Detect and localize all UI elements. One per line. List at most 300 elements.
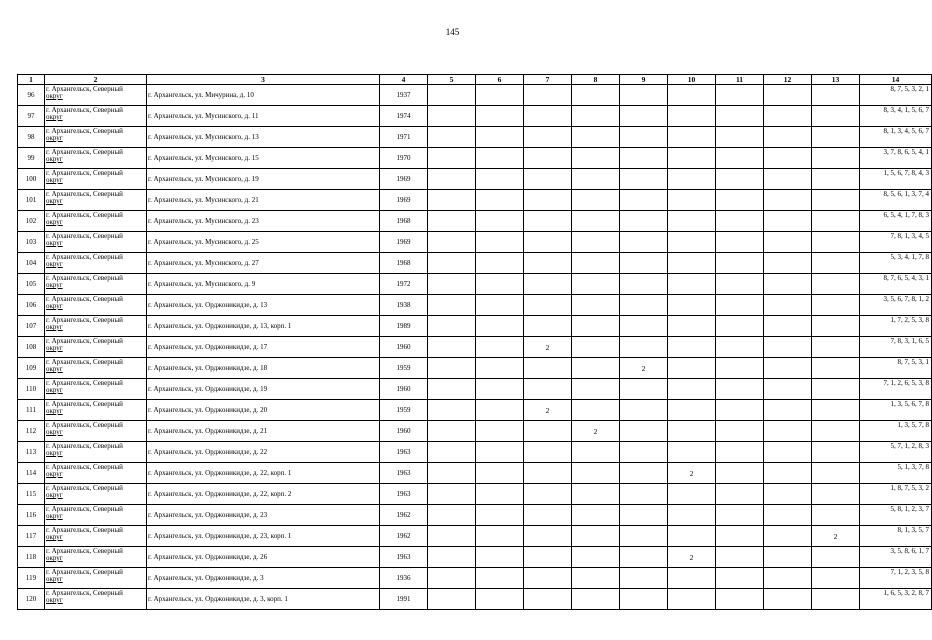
value-cell-col-5	[428, 484, 476, 505]
value-cell-col-7	[524, 358, 572, 379]
year-cell: 1960	[380, 337, 428, 358]
value-cell-col-8: 2	[572, 421, 620, 442]
value-cell-col-6	[476, 358, 524, 379]
row-number: 114	[18, 463, 45, 484]
value-cell-col-6	[476, 106, 524, 127]
value-cell-col-8	[572, 484, 620, 505]
district-line-1: г. Архангельск, Северный	[46, 484, 123, 492]
value-cell-col-12	[764, 526, 812, 547]
address-cell: г. Архангельск, ул. Орджоникидзе, д. 26	[147, 547, 380, 568]
value-cell-col-6	[476, 232, 524, 253]
value-cell-col-12	[764, 295, 812, 316]
codes-cell: 8, 3, 4, 1, 5, 6, 7	[860, 106, 932, 127]
codes-cell: 5, 8, 1, 2, 3, 7	[860, 505, 932, 526]
year-cell: 1968	[380, 211, 428, 232]
value-cell-col-12	[764, 169, 812, 190]
value-cell-col-8	[572, 358, 620, 379]
value-cell-col-11	[716, 421, 764, 442]
codes-cell: 5, 1, 3, 7, 8	[860, 463, 932, 484]
address-cell: г. Архангельск, ул. Мусинского, д. 23	[147, 211, 380, 232]
value-cell-col-12	[764, 463, 812, 484]
table-row	[18, 526, 932, 547]
row-number: 105	[18, 274, 45, 295]
value-cell-col-9	[620, 253, 668, 274]
table-row	[18, 547, 932, 568]
district-line-2: округ	[46, 155, 63, 163]
value-cell-col-8	[572, 400, 620, 421]
address-cell: г. Архангельск, ул. Орджоникидзе, д. 23	[147, 505, 380, 526]
table-row	[18, 337, 932, 358]
value-cell-col-8	[572, 190, 620, 211]
value-cell-col-12	[764, 274, 812, 295]
table-body	[18, 85, 932, 610]
value-cell-col-11	[716, 232, 764, 253]
value-cell-col-5	[428, 505, 476, 526]
value-cell-col-10	[668, 274, 716, 295]
value-cell-col-13	[812, 211, 860, 232]
value-cell-col-9	[620, 85, 668, 106]
value-cell-col-11	[716, 589, 764, 610]
row-number: 100	[18, 169, 45, 190]
row-number: 96	[18, 85, 45, 106]
value-cell-col-13	[812, 568, 860, 589]
row-number: 106	[18, 295, 45, 316]
value-cell-col-11	[716, 295, 764, 316]
district-line-1: г. Архангельск, Северный	[46, 232, 123, 240]
value-cell-col-11	[716, 547, 764, 568]
value-cell-col-13	[812, 589, 860, 610]
value-cell-col-8	[572, 85, 620, 106]
district-line-2: округ	[46, 218, 63, 226]
address-cell: г. Архангельск, ул. Орджоникидзе, д. 13, корп. 1	[147, 316, 380, 337]
district-cell	[45, 274, 147, 295]
address-cell: г. Архангельск, ул. Орджоникидзе, д. 17	[147, 337, 380, 358]
district-line-2: округ	[46, 428, 63, 436]
table-row	[18, 85, 932, 106]
year-cell: 1971	[380, 127, 428, 148]
value-cell-col-6	[476, 568, 524, 589]
value-cell-col-12	[764, 379, 812, 400]
buildings-table	[17, 74, 932, 610]
value-cell-col-5	[428, 463, 476, 484]
district-cell	[45, 190, 147, 211]
address-cell: г. Архангельск, ул. Орджоникидзе, д. 18	[147, 358, 380, 379]
value-cell-col-10	[668, 127, 716, 148]
value-cell-col-7	[524, 526, 572, 547]
value-cell-col-10	[668, 211, 716, 232]
year-cell: 1963	[380, 547, 428, 568]
column-header-12: 12	[764, 75, 812, 85]
district-cell	[45, 106, 147, 127]
row-number: 97	[18, 106, 45, 127]
value-cell-col-10	[668, 148, 716, 169]
value-cell-col-12	[764, 190, 812, 211]
value-cell-col-6	[476, 253, 524, 274]
value-cell-col-10	[668, 106, 716, 127]
value-cell-col-11	[716, 190, 764, 211]
district-cell	[45, 211, 147, 232]
value-cell-col-13	[812, 547, 860, 568]
district-cell	[45, 127, 147, 148]
district-line-1: г. Архангельск, Северный	[46, 568, 123, 576]
value-cell-col-12	[764, 547, 812, 568]
value-cell-col-8	[572, 337, 620, 358]
value-cell-col-6	[476, 169, 524, 190]
address-cell: г. Архангельск, ул. Орджоникидзе, д. 22, корп. 1	[147, 463, 380, 484]
value-cell-col-10	[668, 505, 716, 526]
value-cell-col-10	[668, 316, 716, 337]
row-number: 119	[18, 568, 45, 589]
district-line-1: г. Архангельск, Северный	[46, 421, 123, 429]
value-cell-col-10	[668, 190, 716, 211]
value-cell-col-9	[620, 526, 668, 547]
value-cell-col-6	[476, 442, 524, 463]
value-cell-col-8	[572, 442, 620, 463]
district-line-1: г. Архангельск, Северный	[46, 253, 123, 261]
value-cell-col-10	[668, 358, 716, 379]
value-cell-col-9	[620, 379, 668, 400]
value-cell-col-13	[812, 463, 860, 484]
year-cell: 1963	[380, 484, 428, 505]
address-cell: г. Архангельск, ул. Мусинского, д. 9	[147, 274, 380, 295]
value-cell-col-7	[524, 274, 572, 295]
value-cell-col-7	[524, 85, 572, 106]
column-header-11: 11	[716, 75, 764, 85]
value-cell-col-8	[572, 316, 620, 337]
value-cell-col-13	[812, 442, 860, 463]
table-row	[18, 442, 932, 463]
district-cell	[45, 358, 147, 379]
year-cell: 1960	[380, 421, 428, 442]
year-cell: 1963	[380, 442, 428, 463]
district-cell	[45, 484, 147, 505]
value-cell-col-6	[476, 547, 524, 568]
value-cell-col-11	[716, 484, 764, 505]
district-cell	[45, 589, 147, 610]
value-cell-col-10	[668, 337, 716, 358]
district-line-1: г. Архангельск, Северный	[46, 400, 123, 408]
value-cell-col-9	[620, 148, 668, 169]
value-cell-col-7: 2	[524, 400, 572, 421]
year-cell: 1969	[380, 232, 428, 253]
year-cell: 1974	[380, 106, 428, 127]
codes-cell: 1, 6, 5, 3, 2, 8, 7	[860, 589, 932, 610]
codes-cell: 1, 8, 7, 5, 3, 2	[860, 484, 932, 505]
page-number: 145	[445, 27, 460, 37]
codes-cell: 7, 1, 2, 6, 5, 3, 8	[860, 379, 932, 400]
district-line-1: г. Архангельск, Северный	[46, 316, 123, 324]
value-cell-col-6	[476, 421, 524, 442]
value-cell-col-6	[476, 148, 524, 169]
value-cell-col-8	[572, 547, 620, 568]
year-cell: 1969	[380, 190, 428, 211]
district-line-1: г. Архангельск, Северный	[46, 442, 123, 450]
codes-cell: 3, 5, 8, 6, 1, 7	[860, 547, 932, 568]
value-cell-col-6	[476, 526, 524, 547]
value-cell-col-10	[668, 526, 716, 547]
year-cell: 1959	[380, 358, 428, 379]
value-cell-col-10: 2	[668, 463, 716, 484]
address-cell: г. Архангельск, ул. Мусинского, д. 15	[147, 148, 380, 169]
value-cell-col-11	[716, 85, 764, 106]
value-cell-col-9	[620, 400, 668, 421]
row-number: 117	[18, 526, 45, 547]
value-cell-col-8	[572, 505, 620, 526]
column-header-10: 10	[668, 75, 716, 85]
value-cell-col-13	[812, 337, 860, 358]
value-cell-col-6	[476, 589, 524, 610]
value-cell-col-8	[572, 232, 620, 253]
district-line-1: г. Архангельск, Северный	[46, 169, 123, 177]
table-row	[18, 463, 932, 484]
value-cell-col-5	[428, 547, 476, 568]
row-number: 103	[18, 232, 45, 253]
value-cell-col-10	[668, 379, 716, 400]
address-cell: г. Архангельск, ул. Мичурина, д. 10	[147, 85, 380, 106]
value-cell-col-5	[428, 379, 476, 400]
value-cell-col-9	[620, 337, 668, 358]
value-cell-col-12	[764, 148, 812, 169]
value-cell-col-6	[476, 85, 524, 106]
value-cell-col-13	[812, 379, 860, 400]
value-cell-col-13	[812, 85, 860, 106]
value-cell-col-12	[764, 442, 812, 463]
value-cell-col-6	[476, 400, 524, 421]
district-line-1: г. Архангельск, Северный	[46, 589, 123, 597]
value-cell-col-11	[716, 316, 764, 337]
value-cell-col-8	[572, 106, 620, 127]
table-row	[18, 232, 932, 253]
column-header-14: 14	[860, 75, 932, 85]
value-cell-col-7	[524, 442, 572, 463]
district-line-2: округ	[46, 596, 63, 604]
value-cell-col-7	[524, 253, 572, 274]
row-number: 107	[18, 316, 45, 337]
value-cell-col-9	[620, 190, 668, 211]
value-cell-col-9	[620, 589, 668, 610]
district-cell	[45, 295, 147, 316]
value-cell-col-6	[476, 463, 524, 484]
value-cell-col-5	[428, 526, 476, 547]
district-line-2: округ	[46, 470, 63, 478]
value-cell-col-8	[572, 274, 620, 295]
table-row	[18, 106, 932, 127]
table-row	[18, 358, 932, 379]
row-number: 104	[18, 253, 45, 274]
value-cell-col-10	[668, 295, 716, 316]
district-line-2: округ	[46, 491, 63, 499]
value-cell-col-7	[524, 211, 572, 232]
column-header-8: 8	[572, 75, 620, 85]
value-cell-col-5	[428, 337, 476, 358]
value-cell-col-6	[476, 505, 524, 526]
value-cell-col-7	[524, 379, 572, 400]
value-cell-col-10	[668, 85, 716, 106]
value-cell-col-5	[428, 148, 476, 169]
district-line-2: округ	[46, 323, 63, 331]
row-number: 109	[18, 358, 45, 379]
header-row	[18, 75, 932, 85]
value-cell-col-5	[428, 358, 476, 379]
codes-cell: 8, 1, 3, 4, 5, 6, 7	[860, 127, 932, 148]
table-row	[18, 484, 932, 505]
value-cell-col-10	[668, 169, 716, 190]
value-cell-col-6	[476, 295, 524, 316]
row-number: 118	[18, 547, 45, 568]
value-cell-col-12	[764, 337, 812, 358]
year-cell: 1937	[380, 85, 428, 106]
value-cell-col-7	[524, 295, 572, 316]
value-cell-col-9	[620, 316, 668, 337]
column-header-9: 9	[620, 75, 668, 85]
value-cell-col-13	[812, 505, 860, 526]
table-row	[18, 211, 932, 232]
value-cell-col-7	[524, 148, 572, 169]
value-cell-col-11	[716, 211, 764, 232]
district-line-2: округ	[46, 344, 63, 352]
value-cell-col-5	[428, 568, 476, 589]
value-cell-col-5	[428, 190, 476, 211]
column-header-5: 5	[428, 75, 476, 85]
codes-cell: 6, 5, 4, 1, 7, 8, 3	[860, 211, 932, 232]
district-line-1: г. Архангельск, Северный	[46, 190, 123, 198]
table-row	[18, 379, 932, 400]
value-cell-col-7	[524, 463, 572, 484]
codes-cell: 3, 7, 8, 6, 5, 4, 1	[860, 148, 932, 169]
value-cell-col-5	[428, 85, 476, 106]
value-cell-col-12	[764, 484, 812, 505]
column-header-4: 4	[380, 75, 428, 85]
value-cell-col-9	[620, 421, 668, 442]
district-line-1: г. Архангельск, Северный	[46, 274, 123, 282]
value-cell-col-11	[716, 505, 764, 526]
district-line-1: г. Архангельск, Северный	[46, 505, 123, 513]
value-cell-col-7	[524, 484, 572, 505]
year-cell: 1969	[380, 169, 428, 190]
district-line-1: г. Архангельск, Северный	[46, 547, 123, 555]
district-cell	[45, 232, 147, 253]
codes-cell: 1, 7, 2, 5, 3, 8	[860, 316, 932, 337]
table-row	[18, 568, 932, 589]
value-cell-col-6	[476, 484, 524, 505]
value-cell-col-6	[476, 190, 524, 211]
value-cell-col-8	[572, 463, 620, 484]
column-header-2: 2	[45, 75, 147, 85]
district-line-2: округ	[46, 197, 63, 205]
value-cell-col-12	[764, 211, 812, 232]
row-number: 101	[18, 190, 45, 211]
value-cell-col-13	[812, 316, 860, 337]
district-line-1: г. Архангельск, Северный	[46, 106, 123, 114]
value-cell-col-9	[620, 274, 668, 295]
address-cell: г. Архангельск, ул. Орджоникидзе, д. 19	[147, 379, 380, 400]
value-cell-col-9	[620, 463, 668, 484]
address-cell: г. Архангельск, ул. Мусинского, д. 27	[147, 253, 380, 274]
value-cell-col-8	[572, 589, 620, 610]
column-header-1: 1	[18, 75, 45, 85]
row-number: 110	[18, 379, 45, 400]
value-cell-col-10	[668, 421, 716, 442]
address-cell: г. Архангельск, ул. Мусинского, д. 19	[147, 169, 380, 190]
value-cell-col-13	[812, 106, 860, 127]
value-cell-col-13: 2	[812, 526, 860, 547]
address-cell: г. Архангельск, ул. Орджоникидзе, д. 13	[147, 295, 380, 316]
value-cell-col-13	[812, 421, 860, 442]
value-cell-col-6	[476, 211, 524, 232]
value-cell-col-5	[428, 232, 476, 253]
value-cell-col-12	[764, 127, 812, 148]
value-cell-col-6	[476, 379, 524, 400]
district-line-2: округ	[46, 554, 63, 562]
value-cell-col-11	[716, 169, 764, 190]
district-cell	[45, 421, 147, 442]
district-cell	[45, 253, 147, 274]
row-number: 112	[18, 421, 45, 442]
value-cell-col-9: 2	[620, 358, 668, 379]
value-cell-col-13	[812, 232, 860, 253]
value-cell-col-11	[716, 337, 764, 358]
value-cell-col-9	[620, 547, 668, 568]
value-cell-col-5	[428, 253, 476, 274]
column-header-6: 6	[476, 75, 524, 85]
codes-cell: 1, 3, 5, 7, 8	[860, 421, 932, 442]
column-header-13: 13	[812, 75, 860, 85]
value-cell-col-5	[428, 400, 476, 421]
value-cell-col-8	[572, 295, 620, 316]
value-cell-col-11	[716, 442, 764, 463]
value-cell-col-8	[572, 253, 620, 274]
value-cell-col-12	[764, 400, 812, 421]
value-cell-col-12	[764, 253, 812, 274]
value-cell-col-5	[428, 127, 476, 148]
value-cell-col-10: 2	[668, 547, 716, 568]
district-line-2: округ	[46, 92, 63, 100]
district-cell	[45, 169, 147, 190]
district-line-1: г. Архангельск, Северный	[46, 379, 123, 387]
district-line-1: г. Архангельск, Северный	[46, 526, 123, 534]
codes-cell: 7, 8, 1, 3, 4, 5	[860, 232, 932, 253]
value-cell-col-10	[668, 589, 716, 610]
value-cell-col-8	[572, 127, 620, 148]
address-cell: г. Архангельск, ул. Мусинского, д. 21	[147, 190, 380, 211]
value-cell-col-10	[668, 484, 716, 505]
value-cell-col-9	[620, 127, 668, 148]
row-number: 116	[18, 505, 45, 526]
codes-cell: 8, 7, 5, 3, 2, 1	[860, 85, 932, 106]
district-cell	[45, 379, 147, 400]
value-cell-col-8	[572, 568, 620, 589]
district-line-2: округ	[46, 302, 63, 310]
value-cell-col-7	[524, 421, 572, 442]
value-cell-col-10	[668, 568, 716, 589]
value-cell-col-6	[476, 274, 524, 295]
row-number: 102	[18, 211, 45, 232]
value-cell-col-10	[668, 232, 716, 253]
value-cell-col-9	[620, 484, 668, 505]
address-cell: г. Архангельск, ул. Орджоникидзе, д. 22, корп. 2	[147, 484, 380, 505]
value-cell-col-7: 2	[524, 337, 572, 358]
district-line-2: округ	[46, 575, 63, 583]
value-cell-col-9	[620, 169, 668, 190]
value-cell-col-11	[716, 463, 764, 484]
value-cell-col-5	[428, 316, 476, 337]
value-cell-col-7	[524, 505, 572, 526]
address-cell: г. Архангельск, ул. Орджоникидзе, д. 23, корп. 1	[147, 526, 380, 547]
table-row	[18, 505, 932, 526]
codes-cell: 8, 1, 3, 5, 7	[860, 526, 932, 547]
value-cell-col-10	[668, 400, 716, 421]
value-cell-col-9	[620, 106, 668, 127]
